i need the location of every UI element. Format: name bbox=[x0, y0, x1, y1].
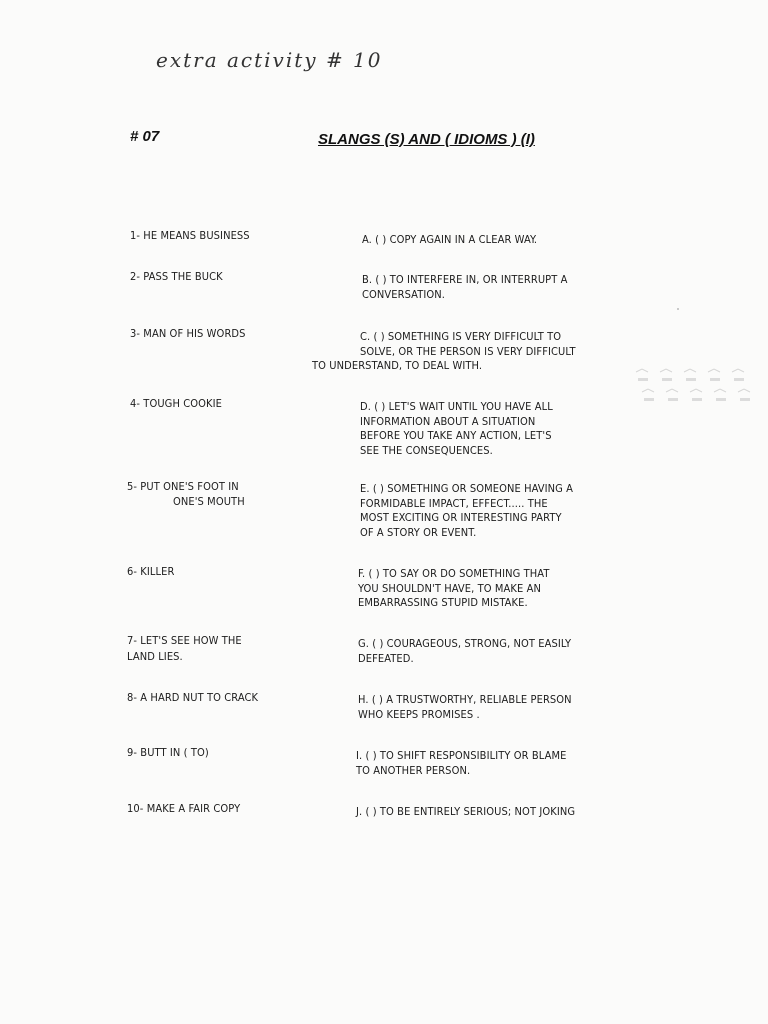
term-3 bbox=[130, 327, 246, 342]
term-9 bbox=[127, 746, 209, 761]
definition-line: B. ( ) TO INTERFERE IN, OR INTERRUPT A bbox=[362, 273, 568, 286]
definition-j bbox=[356, 805, 646, 820]
definition-b bbox=[362, 273, 602, 302]
term-line-2: ONE'S MOUTH bbox=[173, 494, 245, 508]
definition-line: TO UNDERSTAND, TO DEAL WITH. bbox=[312, 359, 483, 372]
faint-watermark-stamps bbox=[632, 366, 768, 408]
stamp-mark-icon bbox=[684, 369, 696, 372]
definition-line: TO ANOTHER PERSON. bbox=[356, 763, 471, 777]
definition-c bbox=[312, 330, 602, 374]
definition-line: OF A STORY OR EVENT. bbox=[360, 525, 477, 539]
definition-i bbox=[356, 749, 596, 778]
term-line: 10- MAKE A FAIR COPY bbox=[127, 802, 241, 815]
term-line: 1- HE MEANS BUSINESS bbox=[130, 229, 250, 242]
definition-line: CONVERSATION. bbox=[362, 287, 445, 301]
handwritten-title: extra activity # 10 bbox=[156, 48, 383, 72]
definition-line: J. ( ) TO BE ENTIRELY SERIOUS; NOT JOKING bbox=[356, 805, 576, 818]
definition-line: G. ( ) COURAGEOUS, STRONG, NOT EASILY bbox=[358, 637, 572, 650]
stamp-mark-icon bbox=[636, 369, 648, 372]
definition-e bbox=[360, 482, 600, 540]
term-8 bbox=[127, 691, 258, 706]
term-line: 6- KILLER bbox=[127, 565, 175, 578]
stamp-mark-icon bbox=[690, 389, 702, 392]
definition-line: A. ( ) COPY AGAIN IN A CLEAR WAY. bbox=[362, 233, 538, 246]
term-5 bbox=[127, 480, 245, 509]
stamp-mark-icon bbox=[642, 389, 654, 392]
definition-line: E. ( ) SOMETHING OR SOMEONE HAVING A bbox=[360, 482, 574, 495]
definition-line: C. ( ) SOMETHING IS VERY DIFFICULT TO bbox=[360, 330, 562, 343]
term-6 bbox=[127, 565, 174, 580]
stamp-mark-icon bbox=[708, 369, 720, 372]
definition-a bbox=[362, 233, 602, 248]
definition-line: SEE THE CONSEQUENCES. bbox=[360, 443, 493, 457]
term-line: 9- BUTT IN ( TO) bbox=[127, 746, 209, 759]
term-10 bbox=[127, 802, 240, 817]
stamp-mark-icon bbox=[660, 369, 672, 372]
term-7 bbox=[127, 634, 242, 664]
definition-h bbox=[358, 693, 598, 722]
definition-d bbox=[360, 400, 600, 458]
exercise-title: SLANGS (S) AND ( IDIOMS ) (I) bbox=[318, 131, 535, 148]
definition-line: MOST EXCITING OR INTERESTING PARTY bbox=[360, 511, 562, 524]
stamp-mark-icon bbox=[714, 389, 726, 392]
definition-line: WHO KEEPS PROMISES . bbox=[358, 707, 480, 721]
exercise-number: # 07 bbox=[130, 128, 160, 145]
stamp-mark-icon bbox=[738, 389, 750, 392]
term-line-2: LAND LIES. bbox=[127, 649, 183, 663]
definition-line: YOU SHOULDN'T HAVE, TO MAKE AN bbox=[358, 581, 541, 595]
definition-line: DEFEATED. bbox=[358, 651, 414, 665]
stamp-mark-icon bbox=[732, 369, 744, 372]
definition-line: FORMIDABLE IMPACT, EFFECT..... THE bbox=[360, 496, 548, 510]
definition-line: SOLVE, OR THE PERSON IS VERY DIFFICULT bbox=[360, 344, 576, 358]
definition-line: D. ( ) LET'S WAIT UNTIL YOU HAVE ALL bbox=[360, 400, 553, 413]
term-4 bbox=[130, 397, 222, 412]
paper-speck bbox=[677, 308, 679, 310]
term-1 bbox=[130, 229, 250, 244]
definition-line: H. ( ) A TRUSTWORTHY, RELIABLE PERSON bbox=[358, 693, 572, 706]
definition-line: EMBARRASSING STUPID MISTAKE. bbox=[358, 596, 528, 609]
term-line: 7- LET'S SEE HOW THE bbox=[127, 634, 242, 647]
term-line: 2- PASS THE BUCK bbox=[130, 270, 223, 283]
definition-line: INFORMATION ABOUT A SITUATION bbox=[360, 414, 536, 428]
term-line: 4- TOUGH COOKIE bbox=[130, 397, 222, 410]
term-line: 3- MAN OF HIS WORDS bbox=[130, 327, 246, 340]
term-line: 8- A HARD NUT TO CRACK bbox=[127, 691, 259, 704]
definition-g bbox=[358, 637, 598, 666]
stamp-mark-icon bbox=[666, 389, 678, 392]
definition-line: BEFORE YOU TAKE ANY ACTION, LET'S bbox=[360, 429, 552, 442]
definition-line: F. ( ) TO SAY OR DO SOMETHING THAT bbox=[358, 567, 550, 580]
term-line: 5- PUT ONE'S FOOT IN bbox=[127, 480, 239, 493]
definition-line: I. ( ) TO SHIFT RESPONSIBILITY OR BLAME bbox=[356, 749, 567, 762]
definition-f bbox=[358, 567, 598, 611]
term-2 bbox=[130, 270, 223, 285]
